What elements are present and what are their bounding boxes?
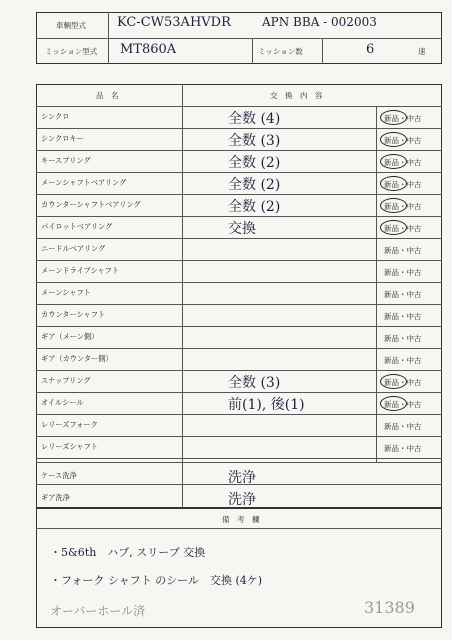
part-condition xyxy=(384,377,422,388)
used-option: 中古 xyxy=(406,290,422,299)
part-condition xyxy=(384,421,422,432)
part-name: ギア（カウンター側） xyxy=(41,354,113,363)
used-option: 中古 xyxy=(406,202,422,211)
part-name: キースプリング xyxy=(41,156,91,165)
part-replacement-value: 全数 (3) xyxy=(228,375,281,391)
vehicle-type-label: 車輌型式 xyxy=(56,21,86,30)
part-condition xyxy=(384,267,422,278)
remarks-line-1: ・5&6th ハブ, スリーブ 交換 xyxy=(50,546,206,559)
part-condition xyxy=(384,355,422,366)
part-name: カウンターシャフトベアリング xyxy=(41,200,141,209)
column-header-content: 交 換 内 容 xyxy=(270,91,323,100)
part-name: レリーズシャフト xyxy=(41,442,98,451)
part-name: レリーズフォーク xyxy=(41,420,98,429)
gear-wash-label: ギア洗浄 xyxy=(41,493,70,502)
new-option-circled: 新品 xyxy=(384,400,399,409)
new-option-circled: 新品 xyxy=(384,202,399,211)
option-separator: ・ xyxy=(399,114,407,123)
used-option: 中古 xyxy=(406,312,422,321)
speed-unit: 速 xyxy=(418,47,426,56)
column-header-item: 品 名 xyxy=(96,91,119,100)
new-option: 新品 xyxy=(384,334,399,343)
new-option: 新品 xyxy=(384,356,399,365)
part-condition xyxy=(384,311,422,322)
part-condition xyxy=(384,399,422,410)
part-condition xyxy=(384,245,422,256)
part-name: ギア（メーン側） xyxy=(41,332,99,341)
remarks-title: 備 考 欄 xyxy=(222,515,260,524)
part-replacement-value: 全数 (2) xyxy=(228,155,281,171)
option-separator: ・ xyxy=(399,136,407,145)
mission-count-value: 6 xyxy=(366,42,375,57)
used-option: 中古 xyxy=(406,334,422,343)
used-option: 中古 xyxy=(406,158,422,167)
option-separator: ・ xyxy=(399,202,407,211)
new-option: 新品 xyxy=(384,290,399,299)
option-separator: ・ xyxy=(399,224,407,233)
option-separator: ・ xyxy=(399,444,407,453)
case-wash-value: 洗浄 xyxy=(228,470,256,486)
remarks-footer-note: オーバーホール済 xyxy=(50,604,146,618)
new-option: 新品 xyxy=(384,312,399,321)
new-option-circled: 新品 xyxy=(384,224,399,233)
part-name: パイロットベアリング xyxy=(41,222,113,231)
part-name: シンクロ xyxy=(41,112,70,121)
new-option-circled: 新品 xyxy=(384,180,399,189)
mission-count-label: ミッション数 xyxy=(258,47,303,56)
vehicle-type-value: KC-CW53AHVDR xyxy=(117,15,231,30)
new-option: 新品 xyxy=(384,422,399,431)
part-name: スナップリング xyxy=(41,376,91,385)
option-separator: ・ xyxy=(399,400,407,409)
gear-wash-value: 洗浄 xyxy=(228,492,256,508)
used-option: 中古 xyxy=(406,246,422,255)
part-name: オイルシール xyxy=(41,398,84,407)
part-replacement-value: 全数 (2) xyxy=(228,177,281,193)
remarks-line-2: ・フォーク シャフト のシール 交換 (4ケ) xyxy=(50,574,263,587)
part-name: カウンターシャフト xyxy=(41,310,106,319)
new-option: 新品 xyxy=(384,268,399,277)
option-separator: ・ xyxy=(399,378,407,387)
used-option: 中古 xyxy=(406,400,422,409)
part-condition xyxy=(384,179,422,190)
part-name: メーンシャフトベアリング xyxy=(41,178,127,187)
mission-type-value: MT860A xyxy=(120,42,177,57)
part-replacement-value: 全数 (2) xyxy=(228,199,281,215)
option-separator: ・ xyxy=(399,312,407,321)
new-option-circled: 新品 xyxy=(384,114,399,123)
part-condition xyxy=(384,223,422,234)
option-separator: ・ xyxy=(399,290,407,299)
mission-type-label: ミッション型式 xyxy=(45,47,98,56)
part-replacement-value: 全数 (4) xyxy=(228,111,281,127)
option-separator: ・ xyxy=(399,334,407,343)
used-option: 中古 xyxy=(406,378,422,387)
new-option-circled: 新品 xyxy=(384,136,399,145)
used-option: 中古 xyxy=(406,356,422,365)
option-separator: ・ xyxy=(399,268,407,277)
remarks-number: 31389 xyxy=(364,598,415,617)
case-wash-label: ケース洗浄 xyxy=(41,471,77,480)
part-replacement-value: 交換 xyxy=(228,221,256,237)
used-option: 中古 xyxy=(406,422,422,431)
part-condition xyxy=(384,443,422,454)
used-option: 中古 xyxy=(406,136,422,145)
apn-value: APN BBA - 002003 xyxy=(262,15,377,29)
option-separator: ・ xyxy=(399,422,407,431)
part-name: シンクロキー xyxy=(41,134,84,143)
option-separator: ・ xyxy=(399,180,407,189)
part-name: ニードルベアリング xyxy=(41,244,106,253)
new-option-circled: 新品 xyxy=(384,378,399,387)
part-condition xyxy=(384,333,422,344)
part-condition xyxy=(384,113,422,124)
part-condition xyxy=(384,289,422,300)
new-option-circled: 新品 xyxy=(384,158,399,167)
part-replacement-value: 全数 (3) xyxy=(228,133,281,149)
part-condition xyxy=(384,135,422,146)
used-option: 中古 xyxy=(406,114,422,123)
used-option: 中古 xyxy=(406,180,422,189)
part-name: メーンドライブシャフト xyxy=(41,266,120,275)
new-option: 新品 xyxy=(384,246,399,255)
option-separator: ・ xyxy=(399,356,407,365)
part-name: メーンシャフト xyxy=(41,288,91,297)
option-separator: ・ xyxy=(399,158,407,167)
used-option: 中古 xyxy=(406,224,422,233)
option-separator: ・ xyxy=(399,246,407,255)
new-option: 新品 xyxy=(384,444,399,453)
part-condition xyxy=(384,157,422,168)
used-option: 中古 xyxy=(406,268,422,277)
used-option: 中古 xyxy=(406,444,422,453)
part-replacement-value: 前(1), 後(1) xyxy=(228,397,305,413)
part-condition xyxy=(384,201,422,212)
